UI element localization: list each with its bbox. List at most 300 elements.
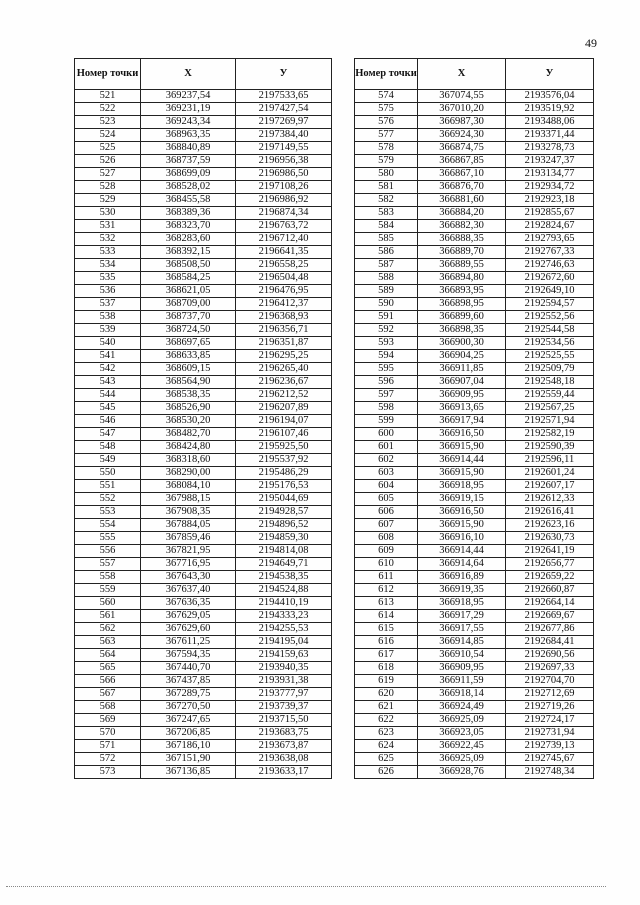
cell-x: 367437,85 [141,675,236,688]
table-row [355,493,594,506]
cell-point-number: 597 [355,389,418,402]
cell-x: 367186,10 [141,740,236,753]
cell-x: 366914,44 [418,545,506,558]
cell-x: 367643,30 [141,571,236,584]
table-row [75,467,332,480]
cell-point-number: 532 [75,233,141,246]
cell-x: 366876,70 [418,181,506,194]
cell-x: 367594,35 [141,649,236,662]
cell-y: 2192656,77 [506,558,594,571]
table-row [355,103,594,116]
cell-point-number: 605 [355,493,418,506]
cell-x: 368724,50 [141,324,236,337]
cell-y: 2194896,52 [236,519,332,532]
cell-y: 2192612,33 [506,493,594,506]
table-row [355,571,594,584]
cell-x: 367206,85 [141,727,236,740]
table-row [355,246,594,259]
cell-y: 2192509,79 [506,363,594,376]
cell-x: 366919,35 [418,584,506,597]
cell-point-number: 613 [355,597,418,610]
cell-point-number: 525 [75,142,141,155]
cell-y: 2196412,37 [236,298,332,311]
table-row [75,519,332,532]
cell-y: 2196265,40 [236,363,332,376]
cell-point-number: 524 [75,129,141,142]
cell-point-number: 569 [75,714,141,727]
cell-point-number: 564 [75,649,141,662]
cell-y: 2195925,50 [236,441,332,454]
cell-y: 2196712,40 [236,233,332,246]
cell-x: 366889,55 [418,259,506,272]
table-row [75,337,332,350]
cell-x: 366916,50 [418,428,506,441]
cell-y: 2196641,35 [236,246,332,259]
coordinates-table-right [354,58,594,779]
cell-y: 2196956,38 [236,155,332,168]
cell-y: 2192677,86 [506,623,594,636]
cell-x: 367151,90 [141,753,236,766]
cell-point-number: 522 [75,103,141,116]
cell-x: 366916,50 [418,506,506,519]
table-row [355,194,594,207]
cell-point-number: 615 [355,623,418,636]
table-row [75,493,332,506]
table-row [75,116,332,129]
cell-point-number: 600 [355,428,418,441]
cell-y: 2197149,55 [236,142,332,155]
table-row [75,233,332,246]
table-row [355,415,594,428]
table-row [75,272,332,285]
cell-x: 366918,14 [418,688,506,701]
table-row [355,623,594,636]
cell-x: 366917,29 [418,610,506,623]
cell-x: 368737,70 [141,311,236,324]
cell-x: 369243,34 [141,116,236,129]
cell-point-number: 563 [75,636,141,649]
cell-point-number: 531 [75,220,141,233]
cell-x: 366893,95 [418,285,506,298]
cell-x: 366867,10 [418,168,506,181]
cell-y: 2196295,25 [236,350,332,363]
cell-y: 2194410,19 [236,597,332,610]
cell-point-number: 530 [75,207,141,220]
table-row [355,467,594,480]
cell-y: 2192684,41 [506,636,594,649]
cell-y: 2194255,53 [236,623,332,636]
cell-y: 2192697,33 [506,662,594,675]
cell-x: 367636,35 [141,597,236,610]
cell-y: 2192719,26 [506,701,594,714]
cell-y: 2192669,67 [506,610,594,623]
table-row [75,90,332,103]
cell-point-number: 611 [355,571,418,584]
table-row [75,155,332,168]
table-row [75,532,332,545]
cell-x: 366923,05 [418,727,506,740]
page-number: 49 [585,36,597,50]
cell-x: 367270,50 [141,701,236,714]
cell-point-number: 573 [75,766,141,779]
table-row [75,298,332,311]
cell-x: 366924,30 [418,129,506,142]
cell-x: 368084,10 [141,480,236,493]
cell-point-number: 584 [355,220,418,233]
cell-x: 366914,85 [418,636,506,649]
table-row [75,454,332,467]
table-row [75,701,332,714]
cell-y: 2196558,25 [236,259,332,272]
cell-point-number: 527 [75,168,141,181]
cell-x: 368963,35 [141,129,236,142]
table-row [355,259,594,272]
cell-x: 366882,30 [418,220,506,233]
cell-x: 368323,70 [141,220,236,233]
cell-y: 2192660,87 [506,584,594,597]
cell-point-number: 559 [75,584,141,597]
cell-x: 368584,25 [141,272,236,285]
cell-y: 2193739,37 [236,701,332,714]
cell-x: 368482,70 [141,428,236,441]
cell-y: 2192793,65 [506,233,594,246]
cell-x: 368697,65 [141,337,236,350]
cell-point-number: 616 [355,636,418,649]
cell-point-number: 533 [75,246,141,259]
cell-point-number: 543 [75,376,141,389]
cell-y: 2192552,56 [506,311,594,324]
cell-x: 369231,19 [141,103,236,116]
table-row [355,662,594,675]
cell-x: 368318,60 [141,454,236,467]
cell-y: 2192739,13 [506,740,594,753]
table-row [75,545,332,558]
cell-x: 368424,80 [141,441,236,454]
cell-y: 2192596,11 [506,454,594,467]
cell-point-number: 619 [355,675,418,688]
cell-point-number: 578 [355,142,418,155]
cell-x: 368709,00 [141,298,236,311]
table-row [75,207,332,220]
cell-point-number: 624 [355,740,418,753]
cell-point-number: 612 [355,584,418,597]
cell-x: 367637,40 [141,584,236,597]
table-row [355,532,594,545]
cell-x: 366874,75 [418,142,506,155]
cell-point-number: 538 [75,311,141,324]
table-row [75,285,332,298]
table-row [355,480,594,493]
cell-y: 2192623,16 [506,519,594,532]
cell-y: 2196236,67 [236,376,332,389]
table-row [75,649,332,662]
cell-x: 366919,15 [418,493,506,506]
cell-x: 366925,09 [418,753,506,766]
cell-y: 2192855,67 [506,207,594,220]
table-row [355,636,594,649]
cell-x: 366889,70 [418,246,506,259]
cell-point-number: 534 [75,259,141,272]
header-x: X [141,59,236,90]
table-row [355,753,594,766]
cell-y: 2195044,69 [236,493,332,506]
cell-y: 2196874,34 [236,207,332,220]
cell-point-number: 614 [355,610,418,623]
cell-point-number: 590 [355,298,418,311]
table-row [355,350,594,363]
table-row [355,389,594,402]
cell-point-number: 621 [355,701,418,714]
cell-point-number: 620 [355,688,418,701]
cell-y: 2192672,60 [506,272,594,285]
cell-x: 366894,80 [418,272,506,285]
cell-y: 2196986,50 [236,168,332,181]
cell-x: 366917,94 [418,415,506,428]
table-header-row [75,59,332,90]
cell-point-number: 570 [75,727,141,740]
cell-y: 2197269,97 [236,116,332,129]
cell-y: 2193683,75 [236,727,332,740]
cell-y: 2193519,92 [506,103,594,116]
cell-x: 367629,05 [141,610,236,623]
cell-y: 2196986,92 [236,194,332,207]
table-row [75,376,332,389]
table-row [355,558,594,571]
cell-point-number: 567 [75,688,141,701]
cell-point-number: 556 [75,545,141,558]
cell-y: 2193940,35 [236,662,332,675]
table-row [355,584,594,597]
cell-y: 2197384,40 [236,129,332,142]
cell-y: 2192544,58 [506,324,594,337]
cell-x: 366888,35 [418,233,506,246]
cell-x: 366917,55 [418,623,506,636]
table-row [75,168,332,181]
cell-x: 368455,58 [141,194,236,207]
cell-y: 2196194,07 [236,415,332,428]
cell-point-number: 604 [355,480,418,493]
cell-y: 2196763,72 [236,220,332,233]
cell-x: 366867,85 [418,155,506,168]
cell-x: 367629,60 [141,623,236,636]
table-row [355,740,594,753]
cell-y: 2192724,17 [506,714,594,727]
cell-x: 366911,59 [418,675,506,688]
cell-y: 2196207,89 [236,402,332,415]
table-header-row [355,59,594,90]
cell-point-number: 617 [355,649,418,662]
cell-point-number: 568 [75,701,141,714]
cell-point-number: 623 [355,727,418,740]
cell-point-number: 595 [355,363,418,376]
table-row [355,597,594,610]
cell-point-number: 547 [75,428,141,441]
cell-point-number: 558 [75,571,141,584]
table-row [355,766,594,779]
cell-x: 368564,90 [141,376,236,389]
cell-y: 2194195,04 [236,636,332,649]
cell-x: 366898,95 [418,298,506,311]
cell-point-number: 535 [75,272,141,285]
cell-x: 366915,90 [418,467,506,480]
table-row [355,688,594,701]
table-row [75,441,332,454]
table-row [75,623,332,636]
cell-x: 368737,59 [141,155,236,168]
table-row [75,428,332,441]
cell-y: 2193777,97 [236,688,332,701]
cell-point-number: 523 [75,116,141,129]
table-row [355,155,594,168]
cell-point-number: 557 [75,558,141,571]
cell-point-number: 544 [75,389,141,402]
cell-x: 367908,35 [141,506,236,519]
cell-point-number: 625 [355,753,418,766]
cell-x: 367988,15 [141,493,236,506]
cell-y: 2192590,39 [506,441,594,454]
cell-x: 366925,09 [418,714,506,727]
cell-point-number: 572 [75,753,141,766]
table-row [75,506,332,519]
table-row [355,233,594,246]
cell-y: 2192767,33 [506,246,594,259]
cell-point-number: 618 [355,662,418,675]
cell-point-number: 606 [355,506,418,519]
cell-y: 2192548,18 [506,376,594,389]
cell-point-number: 536 [75,285,141,298]
table-row [75,402,332,415]
cell-y: 2194333,23 [236,610,332,623]
cell-x: 366909,95 [418,389,506,402]
cell-y: 2196356,71 [236,324,332,337]
cell-y: 2192712,69 [506,688,594,701]
cell-point-number: 601 [355,441,418,454]
cell-y: 2196351,87 [236,337,332,350]
table-row [75,363,332,376]
cell-y: 2192571,94 [506,415,594,428]
cell-y: 2195537,92 [236,454,332,467]
cell-x: 368530,20 [141,415,236,428]
cell-x: 366928,76 [418,766,506,779]
cell-y: 2192746,63 [506,259,594,272]
cell-y: 2192641,19 [506,545,594,558]
cell-x: 368840,89 [141,142,236,155]
header-y: У [236,59,332,90]
cell-x: 366987,30 [418,116,506,129]
header-y: У [506,59,594,90]
cell-point-number: 561 [75,610,141,623]
table-row [75,220,332,233]
table-row [75,181,332,194]
table-row [355,701,594,714]
cell-x: 366900,30 [418,337,506,350]
cell-y: 2192582,19 [506,428,594,441]
table-row [75,688,332,701]
table-row [355,727,594,740]
cell-y: 2194538,35 [236,571,332,584]
cell-point-number: 575 [355,103,418,116]
table-row [75,597,332,610]
cell-point-number: 592 [355,324,418,337]
cell-x: 367440,70 [141,662,236,675]
cell-x: 366884,20 [418,207,506,220]
cell-point-number: 609 [355,545,418,558]
cell-point-number: 586 [355,246,418,259]
table-row [355,428,594,441]
cell-point-number: 529 [75,194,141,207]
cell-x: 369237,54 [141,90,236,103]
cell-point-number: 571 [75,740,141,753]
cell-point-number: 528 [75,181,141,194]
table-row [355,142,594,155]
table-row [355,324,594,337]
cell-y: 2192664,14 [506,597,594,610]
cell-point-number: 588 [355,272,418,285]
cell-point-number: 607 [355,519,418,532]
cell-y: 2196107,46 [236,428,332,441]
cell-point-number: 608 [355,532,418,545]
cell-y: 2194814,08 [236,545,332,558]
table-row [355,285,594,298]
cell-point-number: 596 [355,376,418,389]
cell-point-number: 539 [75,324,141,337]
coordinates-table-left [74,58,332,779]
header-point-number: Номер точки [75,59,141,90]
table-row [355,168,594,181]
cell-point-number: 553 [75,506,141,519]
cell-y: 2192659,22 [506,571,594,584]
cell-x: 368538,35 [141,389,236,402]
cell-y: 2196504,48 [236,272,332,285]
cell-y: 2192649,10 [506,285,594,298]
cell-y: 2192923,18 [506,194,594,207]
cell-point-number: 540 [75,337,141,350]
cell-x: 366915,90 [418,519,506,532]
cell-x: 366913,65 [418,402,506,415]
cell-x: 367136,85 [141,766,236,779]
cell-point-number: 565 [75,662,141,675]
cell-y: 2192704,70 [506,675,594,688]
cell-x: 366898,35 [418,324,506,337]
table-row [355,207,594,220]
table-row [355,402,594,415]
table-row [75,714,332,727]
cell-x: 367247,65 [141,714,236,727]
table-row [355,363,594,376]
cell-point-number: 542 [75,363,141,376]
header-point-number: Номер точки [355,59,418,90]
cell-x: 366881,60 [418,194,506,207]
table-row [355,181,594,194]
cell-y: 2197108,26 [236,181,332,194]
cell-point-number: 577 [355,129,418,142]
cell-y: 2196212,52 [236,389,332,402]
cell-point-number: 576 [355,116,418,129]
cell-point-number: 550 [75,467,141,480]
table-row [355,519,594,532]
cell-y: 2196368,93 [236,311,332,324]
table-body-right [355,90,594,779]
table-row [75,311,332,324]
cell-point-number: 546 [75,415,141,428]
cell-y: 2192601,24 [506,467,594,480]
cell-y: 2195176,53 [236,480,332,493]
cell-y: 2192934,72 [506,181,594,194]
cell-point-number: 537 [75,298,141,311]
table-row [355,337,594,350]
cell-point-number: 589 [355,285,418,298]
cell-y: 2193673,87 [236,740,332,753]
